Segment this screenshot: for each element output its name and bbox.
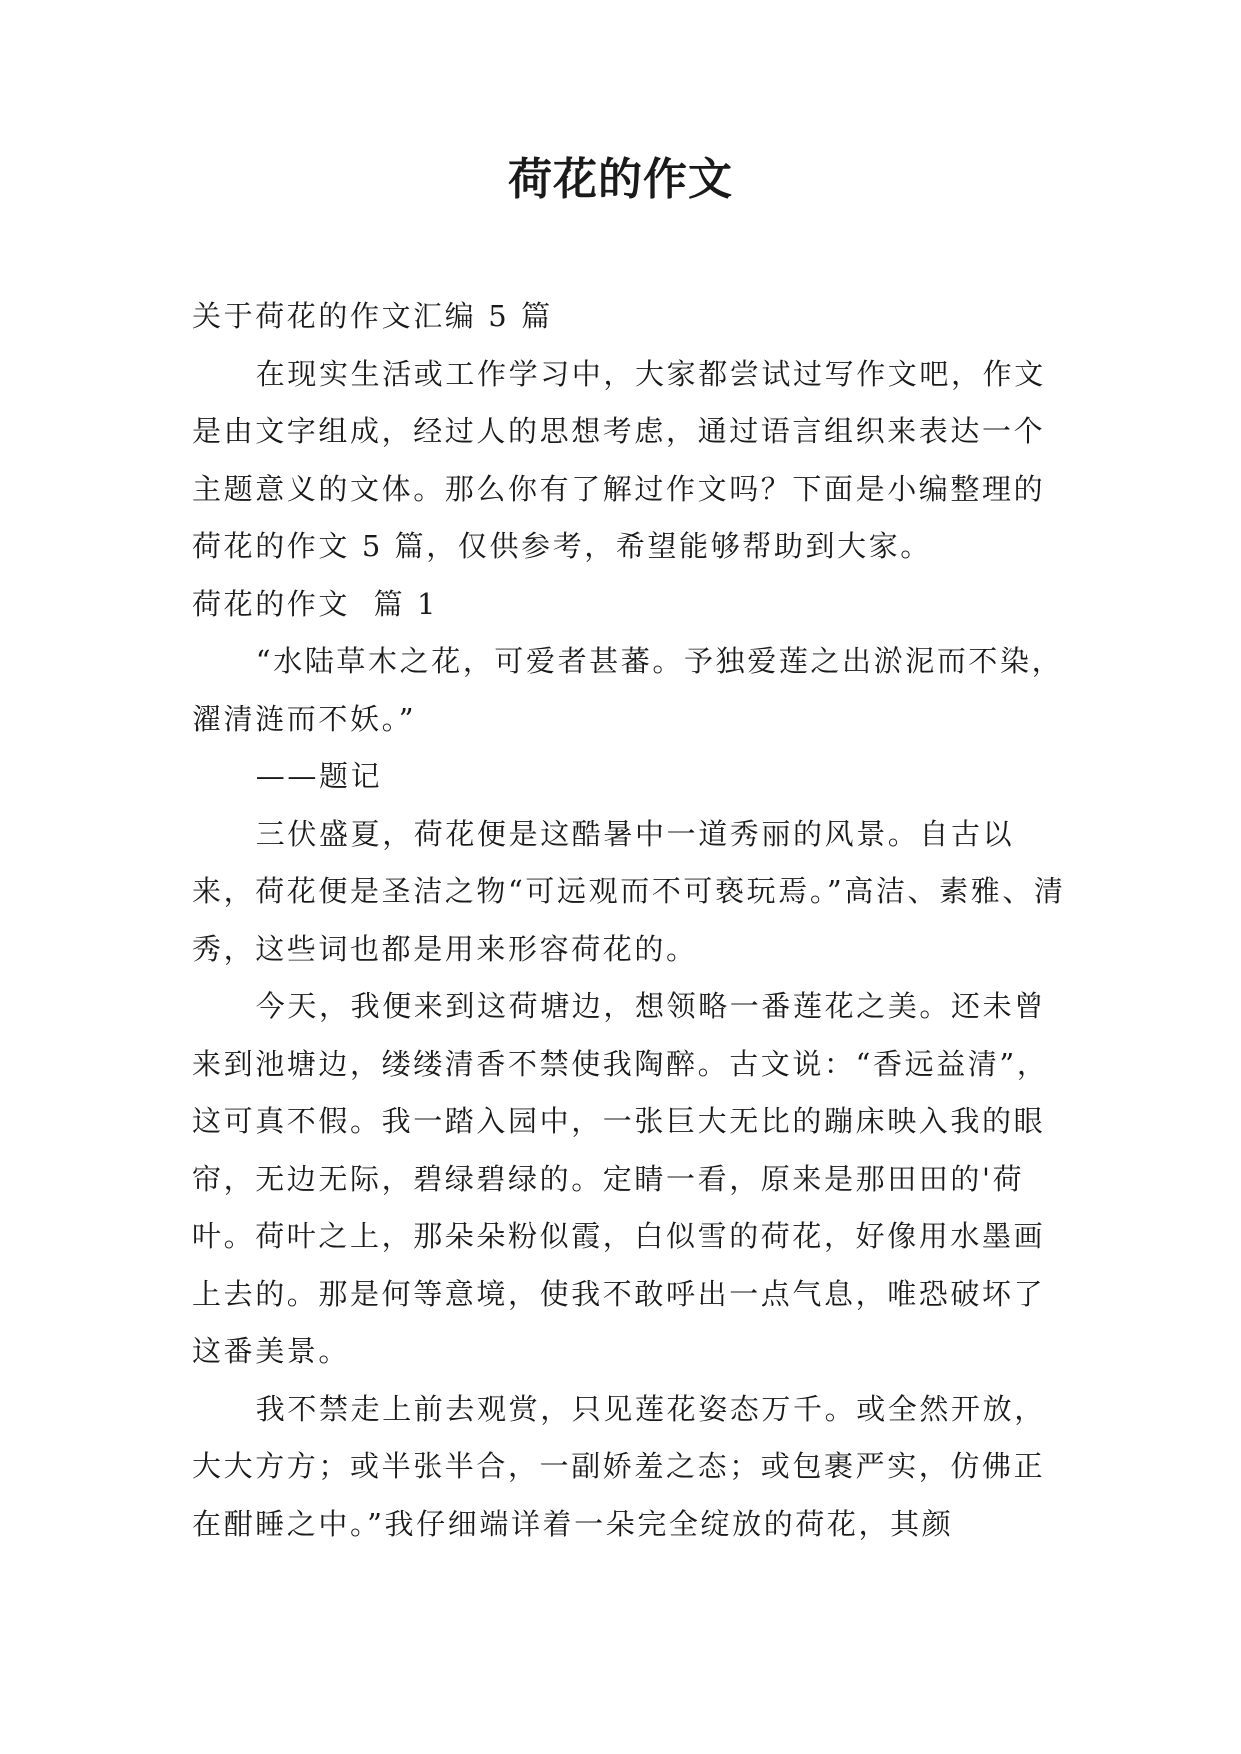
body-paragraph: 今天，我便来到这荷塘边，想领略一番莲花之美。还未曾来到池塘边，缕缕清香不禁使我陶醉。古文说：“香远益清”，这可真不假。我一踏入园中，一张巨大无比的蹦床映入我的眼帘，无边无际，碧绿碧绿的。定睛一看，原来是那田田的'荷叶。荷叶之上，那朵朵粉似霞，白似雪的荷花，好像用水墨画上去的。那是何等意境，使我不敢呼出一点气息，唯恐破坏了这番美景。 [192,989,1049,1368]
body-paragraph: 三伏盛夏，荷花便是这酷暑中一道秀丽的风景。自古以来，荷花便是圣洁之物“可远观而不可亵玩焉。”高洁、素雅、清秀，这些词也都是用来形容荷花的。 [192,816,1066,966]
document-title: 荷花的作文 [508,154,733,205]
dedication-line: ——题记 [255,759,383,793]
quote-paragraph: “水陆草木之花，可爱者甚蕃。予独爱莲之出淤泥而不染，濯清涟而不妖。” [192,644,1064,736]
body-paragraph: 我不禁走上前去观赏，只见莲花姿态万千。或全然开放，大大方方；或半张半合，一副娇羞之态；或包裹严实，仿佛正在酣睡之中。”我仔细端详着一朵完全绽放的荷花，其颜 [192,1391,1046,1541]
intro-paragraph: 在现实生活或工作学习中，大家都尝试过写作文吧，作文是由文字组成，经过人的思想考虑，通过语言组织来表达一个主题意义的文体。那么你有了解过作文吗？下面是小编整理的荷花的作文 5 篇，仅供参考，希望能够帮助到大家。 [192,356,1046,563]
section-heading: 荷花的作文 篇 1 [192,586,439,621]
document-body [192,288,1072,1553]
document-subtitle: 关于荷花的作文汇编 5 篇 [192,299,553,333]
